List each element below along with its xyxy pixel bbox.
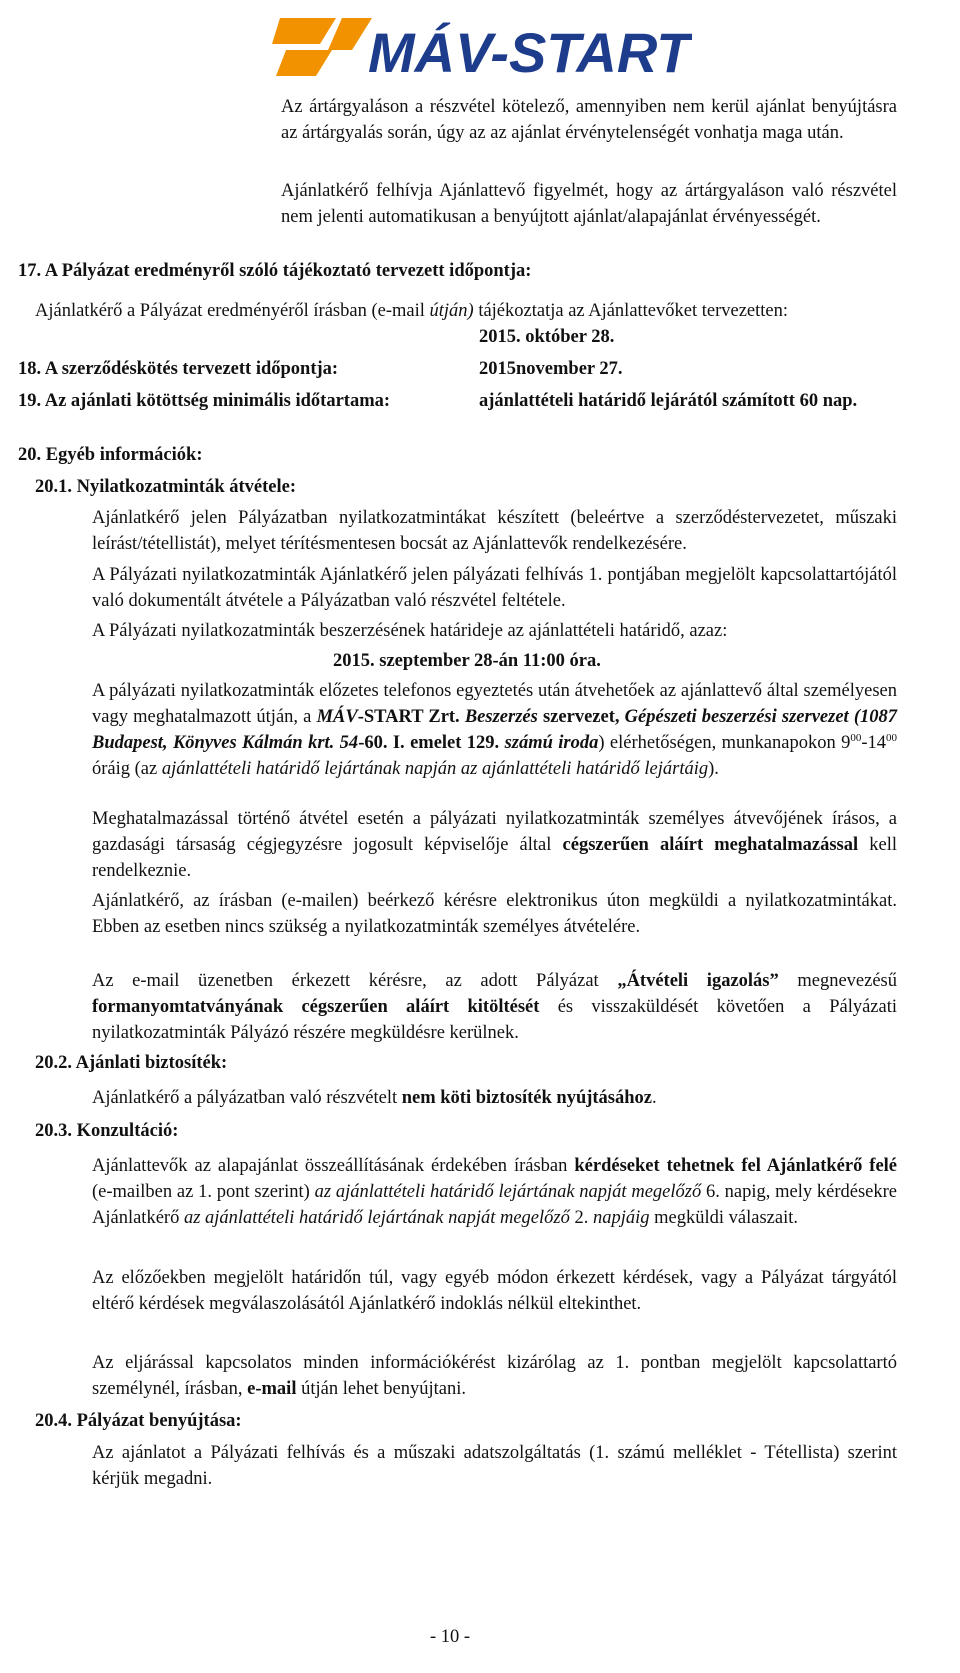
s17-text-italic: útján) (429, 301, 474, 321)
section-18-value: 2015november 27. (479, 359, 623, 379)
section-18-heading: 18. A szerződéskötés tervezett időpontja: (18, 359, 339, 379)
section-19-value: ajánlattételi határidő lejárától számított 60 nap. (479, 391, 858, 411)
s17-text-a: Ajánlatkérő a Pályázat eredményéről írásban (e-mail (35, 301, 425, 321)
s201-paragraph-1: Ajánlatkérő jelen Pályázatban nyilatkozatmintákat készített (beleértve a szerződéstervezetet, műszaki leírást/tétellistát), melyet térítésmentesen bocsát az Ajánlattevők rendelkezésére. (92, 508, 897, 554)
s201-paragraph-2: A Pályázati nyilatkozatminták Ajánlatkérő jelen pályázati felhívás 1. pontjában megjelölt kapcsolattartójától való dokumentált átvétele a Pályázatban való részvétel feltétele. (92, 565, 897, 611)
section-17-text (35, 298, 897, 324)
s203-paragraph-1: Ajánlattevők az alapajánlat összeállításának érdekében írásban kérdéseket tehetnek fel Ajánlatkérő felé (e-mailben az 1. pont szerint) az ajánlattételi határidő lejártának napját megelőző 6. napig, mely kérdésekre Ajánlatkérő az ajánlattételi határidő lejártának napját megelőző 2. napjáig megküldi válaszait. (92, 1156, 898, 1228)
s201-paragraph-3: A Pályázati nyilatkozatminták beszerzésének határideje az ajánlattételi határidő, azaz: (92, 621, 728, 641)
s201-paragraph-6: Ajánlatkérő, az írásban (e-mailen) beérkező kérésre elektronikus úton megküldi a nyilatkozatmintákat. Ebben az esetben nincs szükség a nyilatkozatminták személyes átvételére. (92, 891, 897, 937)
section-17-date: 2015. október 28. (479, 327, 615, 347)
s203-paragraph-3: Az eljárással kapcsolatos minden információkérést kizárólag az 1. pontban megjelölt kapcsolattartó személynél, írásban, e-mail útján lehet benyújtani. (92, 1353, 897, 1399)
section-20-heading: 20. Egyéb információk: (18, 445, 203, 465)
page-number: - 10 - (429, 1627, 471, 1647)
section-19-heading: 19. Az ajánlati kötöttség minimális időtartama: (18, 391, 391, 411)
intro-paragraph-1: Az ártárgyaláson a részvétel kötelező, amennyiben nem kerül ajánlat benyújtásra az ártárgyalás során, úgy az az ajánlat érvénytelenségét vonhatja maga után. (281, 97, 897, 143)
s204-paragraph-1: Az ajánlatot a Pályázati felhívás és a műszaki adatszolgáltatás (1. számú melléklet - Tétellista) szerint kérjük megadni. (92, 1443, 897, 1489)
s17-text-end: tájékoztatja az Ajánlattevőket tervezetten: (478, 301, 789, 321)
section-17-heading: 17. A Pályázat eredményről szóló tájékoztató tervezett időpontja: (18, 261, 532, 281)
s201-paragraph-7: Az e-mail üzenetben érkezett kérésre, az adott Pályázat „Átvételi igazolás” megnevezésű formanyomtatványának cégszerűen aláírt kitöltését és visszaküldését követően a Pályázati nyilatkozatminták Pályázó részére megküldésre kerülnek. (92, 971, 898, 1043)
s201-paragraph-5: Meghatalmazással történő átvétel esetén a pályázati nyilatkozatminták személyes átvevőjének írásos, a gazdasági társaság cégjegyzésre jogosult képviselője által cégszerűen aláírt meghatalmazással kell rendelkeznie. (92, 809, 898, 881)
s202-paragraph-1: Ajánlatkérő a pályázatban való részvételt nem köti biztosíték nyújtásához. (92, 1088, 657, 1108)
section-20-1-heading: 20.1. Nyilatkozatminták átvétele: (35, 477, 297, 497)
s201-paragraph-4: A pályázati nyilatkozatminták előzetes telefonos egyeztetés után átvehetőek az ajánlattevő által személyesen vagy meghatalmazott útján, a MÁV-START Zrt. Beszerzés szervezet, Gépészeti beszerzési szervezet (1087 Budapest, Könyves Kálmán krt. 54-60. I. emelet 129. számú iroda) elérhetőségen, munkanapokon $9^{00}-14^{00}$ óráig (az ajánlattételi határidő lejártának napján az ajánlattételi határidő lejártáig). (92, 681, 898, 779)
mav-start-logo (272, 10, 692, 88)
section-20-2-heading: 20.2. Ajánlati biztosíték: (35, 1053, 228, 1073)
section-20-3-heading: 20.3. Konzultáció: (35, 1121, 179, 1141)
section-20-4-heading: 20.4. Pályázat benyújtása: (35, 1411, 242, 1431)
intro-paragraph-2: Ajánlatkérő felhívja Ajánlattevő figyelmét, hogy az ártárgyaláson való részvétel nem jelenti automatikusan a benyújtott ajánlat/alapajánlat érvényességét. (281, 181, 897, 227)
s201-deadline: 2015. szeptember 28-án 11:00 óra. (333, 651, 601, 671)
s203-paragraph-2: Az előzőekben megjelölt határidőn túl, vagy egyéb módon érkezett kérdések, vagy a Pályázat tárgyától eltérő kérdések megválaszolásától Ajánlatkérő indoklás nélkül eltekinthet. (92, 1268, 897, 1314)
logo-text: MÁV-START (368, 21, 691, 84)
logo-emblem-icon (272, 18, 372, 76)
